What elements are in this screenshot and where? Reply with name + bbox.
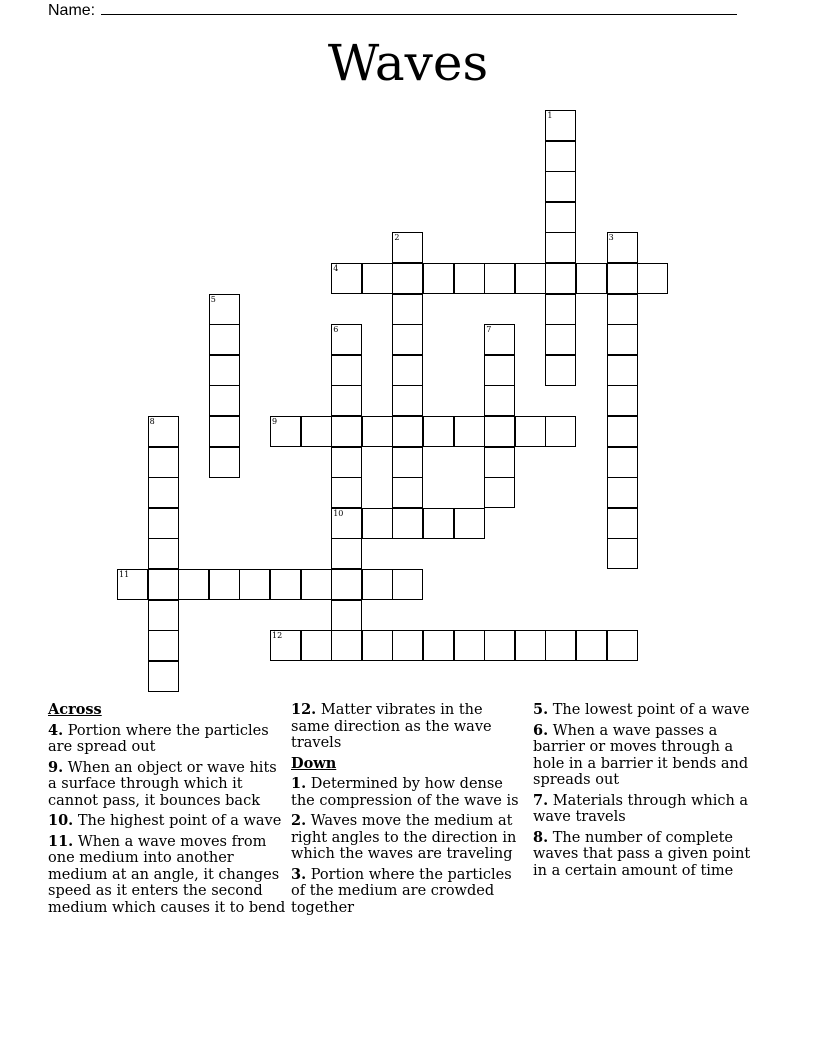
grid-cell[interactable] (515, 263, 546, 294)
clue-down-2: 2. Waves move the medium at right angles to the direction in which the waves are traveling (291, 812, 517, 862)
grid-cell[interactable] (331, 569, 362, 600)
grid-cell[interactable] (484, 385, 515, 416)
grid-cell[interactable] (331, 416, 362, 447)
grid-cell[interactable] (331, 630, 362, 661)
clue-down-6: 6. When a wave passes a barrier or moves through a hole in a barrier it bends and spreads out (533, 721, 749, 788)
clue-across-10: 10. The highest point of a wave (48, 812, 282, 829)
grid-cell[interactable] (423, 263, 454, 294)
grid-cell[interactable] (392, 447, 423, 478)
clue-number: 5 (210, 294, 216, 304)
grid-cell[interactable] (607, 447, 638, 478)
grid-cell[interactable] (209, 416, 240, 447)
grid-cell[interactable] (454, 508, 485, 539)
grid-cell[interactable] (392, 263, 423, 294)
grid-cell[interactable] (545, 416, 576, 447)
grid-cell[interactable] (392, 232, 423, 263)
grid-cell[interactable] (209, 324, 240, 355)
grid-cell[interactable] (607, 263, 638, 294)
grid-cell[interactable] (362, 508, 393, 539)
grid-cell[interactable] (362, 416, 393, 447)
grid-cell[interactable] (270, 630, 301, 661)
grid-cell[interactable] (178, 569, 209, 600)
grid-cell[interactable] (423, 630, 454, 661)
page-title: Waves (327, 34, 489, 92)
grid-cell[interactable] (484, 263, 515, 294)
grid-cell[interactable] (637, 263, 668, 294)
clue-down-7: 7. Materials through which a wave travels (533, 791, 749, 825)
clue-across-12: 12. Matter vibrates in the same direction as the wave travels (291, 701, 492, 751)
grid-cell[interactable] (545, 171, 576, 202)
grid-cell[interactable] (392, 416, 423, 447)
grid-cell[interactable] (423, 416, 454, 447)
grid-cell[interactable] (545, 630, 576, 661)
grid-cell[interactable] (576, 630, 607, 661)
grid-cell[interactable] (423, 508, 454, 539)
grid-cell[interactable] (454, 630, 485, 661)
grid-cell[interactable] (607, 416, 638, 447)
grid-cell[interactable] (331, 600, 362, 631)
grid-cell[interactable] (545, 232, 576, 263)
clue-number: 2 (394, 233, 400, 243)
clue-number: 4 (333, 264, 339, 273)
grid-cell[interactable] (392, 385, 423, 416)
grid-cell[interactable] (545, 294, 576, 325)
grid-cell[interactable] (392, 569, 423, 600)
grid-cell[interactable] (148, 661, 179, 692)
grid-cell[interactable] (148, 538, 179, 569)
grid-cell[interactable] (545, 202, 576, 233)
grid-cell[interactable] (331, 385, 362, 416)
clue-down-1: 1. Determined by how dense the compression of the wave is (291, 775, 519, 809)
clue-number: 8 (149, 417, 155, 426)
grid-cell[interactable] (484, 355, 515, 386)
grid-cell[interactable] (607, 232, 638, 263)
grid-cell[interactable] (484, 447, 515, 478)
clues-column-3 (533, 702, 761, 883)
grid-cell[interactable] (576, 263, 607, 294)
grid-cell[interactable] (454, 263, 485, 294)
grid-cell[interactable] (301, 630, 332, 661)
grid-cell[interactable] (392, 294, 423, 325)
grid-cell[interactable] (148, 477, 179, 508)
grid-cell[interactable] (270, 416, 301, 447)
grid-cell[interactable] (607, 508, 638, 539)
grid-cell[interactable] (392, 477, 423, 508)
grid-cell[interactable] (392, 324, 423, 355)
clue-across-4: 4. Portion where the particles are spread out (48, 721, 269, 755)
clue-number: 11 (119, 570, 130, 579)
grid-cell[interactable] (607, 385, 638, 416)
down-heading: Down (291, 754, 337, 772)
grid-cell[interactable] (301, 569, 332, 600)
grid-cell[interactable] (148, 600, 179, 631)
grid-cell[interactable] (607, 355, 638, 386)
grid-cell[interactable] (331, 324, 362, 355)
grid-cell[interactable] (331, 508, 362, 539)
grid-cell[interactable] (515, 630, 546, 661)
grid-cell[interactable] (484, 630, 515, 661)
clue-down-3: 3. Portion where the particles of the medium are crowded together (291, 865, 512, 916)
clue-down-5: 5. The lowest point of a wave (533, 701, 750, 718)
clue-down-8: 8. The number of complete waves that pass a given point in a certain amount of time (533, 828, 751, 879)
clue-number: 3 (608, 233, 614, 243)
across-heading: Across (48, 701, 102, 718)
grid-cell[interactable] (362, 630, 393, 661)
grid-cell[interactable] (545, 324, 576, 355)
grid-cell[interactable] (331, 538, 362, 569)
grid-cell[interactable] (117, 569, 148, 600)
grid-cell[interactable] (331, 477, 362, 508)
grid-cell[interactable] (239, 569, 270, 600)
grid-cell[interactable] (545, 263, 576, 294)
grid-cell[interactable] (545, 355, 576, 386)
grid-cell[interactable] (362, 263, 393, 294)
clue-number: 6 (333, 325, 339, 335)
name-label: Name: (48, 2, 96, 19)
grid-cell[interactable] (607, 630, 638, 661)
grid-cell[interactable] (209, 569, 240, 600)
grid-cell[interactable] (454, 416, 485, 447)
clue-number: 12 (272, 631, 283, 641)
clue-across-11: 11. When a wave moves from one medium into another medium at an angle, it changes speed as it enters the second medium which causes it to bend (48, 832, 286, 916)
grid-cell[interactable] (484, 324, 515, 355)
grid-cell[interactable] (484, 477, 515, 508)
grid-cell[interactable] (484, 416, 515, 447)
grid-cell[interactable] (148, 508, 179, 539)
grid-cell[interactable] (270, 569, 301, 600)
clue-number: 9 (272, 417, 278, 426)
grid-cell[interactable] (392, 508, 423, 539)
grid-cell[interactable] (331, 355, 362, 386)
grid-cell[interactable] (392, 630, 423, 661)
grid-cell[interactable] (148, 447, 179, 478)
grid-cell[interactable] (209, 355, 240, 386)
grid-cell[interactable] (209, 294, 240, 325)
grid-cell[interactable] (392, 355, 423, 386)
clue-number: 7 (486, 325, 492, 335)
grid-cell[interactable] (209, 447, 240, 478)
grid-cell[interactable] (331, 263, 362, 294)
clue-number: 1 (547, 111, 553, 120)
grid-cell[interactable] (209, 385, 240, 416)
grid-cell[interactable] (607, 294, 638, 325)
grid-cell[interactable] (545, 141, 576, 172)
grid-cell[interactable] (607, 538, 638, 569)
grid-cell[interactable] (545, 110, 576, 141)
clue-across-9: 9. When an object or wave hits a surface through which it cannot pass, it bounces back (48, 758, 277, 809)
grid-cell[interactable] (148, 630, 179, 661)
clue-number: 10 (333, 508, 344, 518)
grid-cell[interactable] (331, 447, 362, 478)
grid-cell[interactable] (301, 416, 332, 447)
clues-column-2 (291, 702, 523, 920)
grid-cell[interactable] (607, 324, 638, 355)
grid-cell[interactable] (362, 569, 393, 600)
grid-cell[interactable] (148, 569, 179, 600)
grid-cell[interactable] (515, 416, 546, 447)
clues-column-1 (48, 702, 286, 920)
grid-cell[interactable] (607, 477, 638, 508)
grid-cell[interactable] (148, 416, 179, 447)
